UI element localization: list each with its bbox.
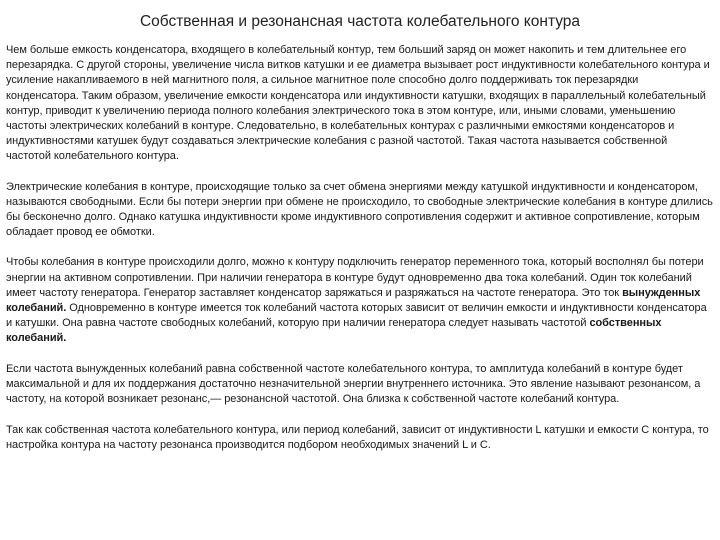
document-title: Собственная и резонансная частота колебательного контура <box>139 13 581 30</box>
paragraph-text: Одновременно в контуре имеется ток колебаний частота которых зависит от величин емкости и индуктивности конденсатора и катушки. Она равна частоте свободных колебаний, которую при наличии генератора следует называть частотой <box>6 302 707 330</box>
paragraph-text: Так как собственная частота колебательного контура, или период колебаний, зависит от индуктивности L катушки и емкости C контура, то настройка контура на частоту резонанса производится подбором необходимых значений L и C. <box>6 424 709 452</box>
paragraph-text: Чем больше емкость конденсатора, входящего в колебательный контур, тем больший заряд он может накопить и тем длительнее его перезарядка. С другой стороны, увеличение числа витков катушки и ее диаметра вызывает рост индуктивности колебательного контура и усиление накапливаемого в ней магнитного поля, а сильное магнитное поле способно долго поддерживать ток перезарядки конденсатора. Таким образом, увеличение емкости конденсатора или индуктивности катушки, входящих в параллельный колебательный контур, приводит к увеличению периода полного колебания электрического тока в этом контуре, или, иными словами, уменьшению частоты электрических колебаний в контуре. Следовательно, в колебательных контурах с различными емкостями конденсаторов и индуктивностями катушек будут создаваться электрические колебания с разной частотой. Такая частота называется собственной частотой колебательного контура. <box>6 44 710 163</box>
term-natural-oscillations: собственных колебаний. <box>6 317 662 345</box>
paragraph-text: Если частота вынужденных колебаний равна собственной частоте колебательного контура, то амплитуда колебаний в контуре будет максимальной и для их поддержания достаточно незначительной энергии внутреннего источника. Это явление называют резонансом, а частоту, на которой возникает резонанс,— резонансной частотой. Она близка к собственной частоте колебаний контура. <box>6 362 701 406</box>
paragraph-text: Чтобы колебания в контуре происходили долго, можно к контуру подключить генератор переменного тока, который восполнял бы потери энергии на активном сопротивлении. При наличии генератора в контуре будут одновременно два тока колебаний. Один ток колебаний имеет частоту генератора. Генератор заставляет конденсатор заряжаться и разряжаться на частоте генератора. Это ток <box>6 256 704 299</box>
paragraph-natural-frequency <box>6 43 714 165</box>
paragraph-forced-oscillations <box>6 255 714 346</box>
paragraph-free-oscillations <box>6 180 714 241</box>
paragraph-tuning <box>6 423 714 453</box>
term-forced-oscillations: вынужденных колебаний. <box>6 286 701 315</box>
paragraph-text: Электрические колебания в контуре, происходящие только за счет обмена энергиями между катушкой индуктивности и конденсатором, называются свободными. Если бы потери энергии при обмене не происходило, то свободные электрические колебания в контуре длились бы бесконечно долго. Однако катушка индуктивности кроме индуктивного сопротивления содержит и активное сопротивление, которым обладает провод ее обмотки. <box>6 180 713 239</box>
paragraph-resonance <box>6 362 714 408</box>
